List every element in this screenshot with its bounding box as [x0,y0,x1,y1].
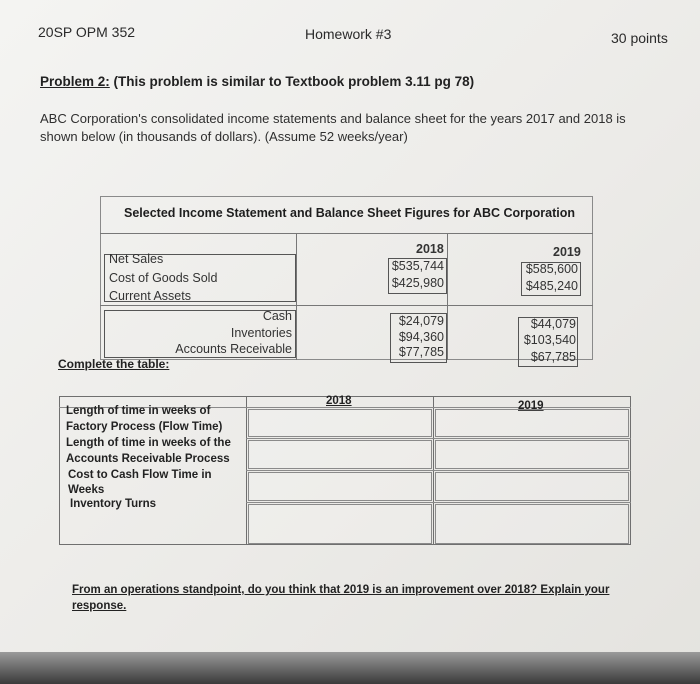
label-current-assets: Current Assets [109,289,191,303]
value-2019-accounts-receivable: $67,785 [530,350,576,364]
points-label: 30 points [611,30,668,46]
figures-table-title: Selected Income Statement and Balance Sheet Figures for ABC Corporation [124,206,576,220]
answer-2019-cash-flow-time[interactable] [435,472,629,501]
label-cogs: Cost of Goods Sold [109,271,218,285]
row-ar-line1: Length of time in weeks of the [66,437,231,449]
answer-2018-inventory-turns[interactable] [248,504,432,544]
row-inventory-turns: Inventory Turns [70,498,157,510]
description-line-2: shown below (in thousands of dollars). (Assume 52 weeks/year) [40,129,408,144]
figures-year-2018: 2018 [416,242,444,256]
complete-col-2018: 2018 [326,395,352,407]
label-accounts-receivable: Accounts Receivable [175,342,292,356]
label-inventories: Inventories [230,326,292,340]
course-code: 20SP OPM 352 [38,24,136,40]
question-line-1: From an operations standpoint, do you think that 2019 is an improvement over 2018? Explain your [72,584,610,596]
answer-2018-ar-time[interactable] [248,440,432,469]
assignment-title: Homework #3 [305,26,392,42]
photo-bottom-edge [0,652,700,684]
value-2019-net-sales: $585,600 [525,262,578,276]
answer-2018-flow-time[interactable] [248,409,432,437]
row-cash-flow-line1: Cost to Cash Flow Time in [68,469,212,481]
label-cash: Cash [262,309,292,323]
answer-2019-ar-time[interactable] [435,440,629,469]
value-2019-inventories: $103,540 [523,333,576,347]
complete-col-2019: 2019 [518,400,544,412]
complete-table-label: Complete the table: [58,357,170,371]
row-ar-line2: Accounts Receivable Process [66,453,230,465]
question-line-2: response. [72,600,127,612]
answer-2019-flow-time[interactable] [435,409,629,437]
value-2018-cash: $24,079 [398,314,444,328]
value-2019-cogs: $485,240 [525,279,578,293]
figures-year-2019: 2019 [553,245,581,259]
problem-reference: (This problem is similar to Textbook problem 3.11 pg 78) [109,74,475,89]
value-2018-net-sales: $535,744 [391,259,444,273]
answer-2018-cash-flow-time[interactable] [248,472,432,501]
value-2018-accounts-receivable: $77,785 [398,345,444,359]
value-2019-cash: $44,079 [530,317,576,331]
row-flow-time-line1: Length of time in weeks of [66,405,211,417]
answer-2019-inventory-turns[interactable] [435,504,629,544]
row-cash-flow-line2: Weeks [68,484,105,496]
value-2018-inventories: $94,360 [398,330,444,344]
row-flow-time-line2: Factory Process (Flow Time) [66,421,223,433]
problem-label: Problem 2: [40,74,110,89]
label-net-sales: Net Sales [109,252,164,266]
problem-heading [40,74,474,89]
description-line-1: ABC Corporation's consolidated income statements and balance sheet for the years 2017 and 2018 is [40,111,626,126]
value-2018-cogs: $425,980 [391,276,444,290]
